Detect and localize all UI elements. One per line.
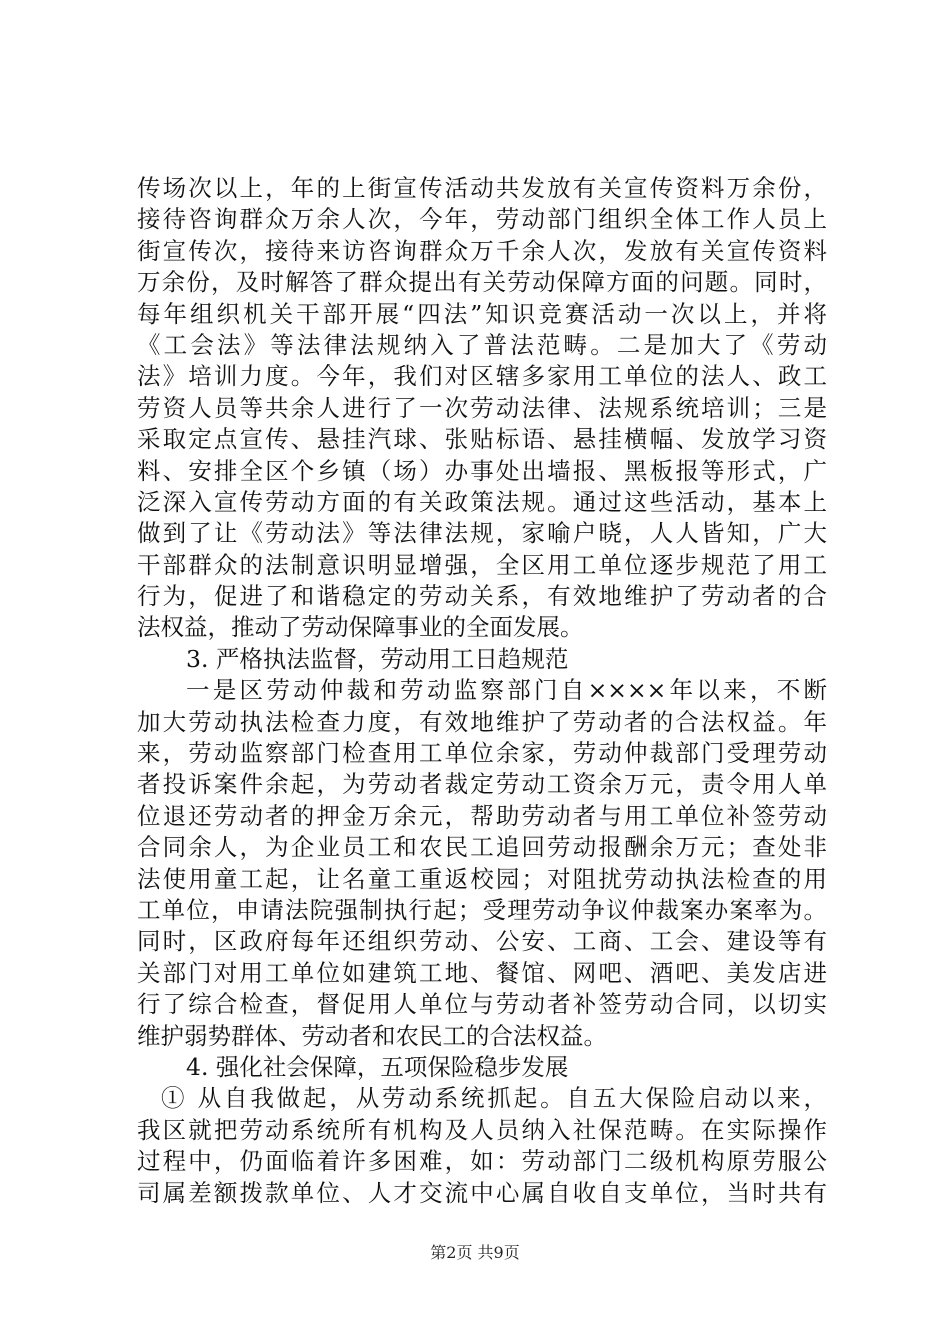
text-line: 来，劳动监察部门检查用工单位余家，劳动仲裁部门受理劳动 <box>137 739 827 768</box>
text-line: 法》培训力度。今年，我们对区辖多家用工单位的法人、政工 <box>137 362 827 391</box>
text-line: 泛深入宣传劳动方面的有关政策法规。通过这些活动，基本上 <box>137 487 827 516</box>
text-line: 司属差额拨款单位、人才交流中心属自收自支单位，当时共有 <box>137 1178 827 1207</box>
text-line: 关部门对用工单位如建筑工地、餐馆、网吧、酒吧、美发店进 <box>137 958 827 987</box>
text-line: 接待咨询群众万余人次，今年，劳动部门组织全体工作人员上 <box>137 205 827 234</box>
section-heading: 4. 强化社会保障，五项保险稳步发展 <box>186 1052 569 1081</box>
text-line: 《工会法》等法律法规纳入了普法范畴。二是加大了《劳动 <box>137 330 827 359</box>
text-line: 过程中，仍面临着许多困难，如：劳动部门二级机构原劳服公 <box>137 1147 827 1176</box>
page-footer: 第2页 共9页 <box>430 1243 520 1262</box>
text-line: 每年组织机关干部开展“四法”知识竞赛活动一次以上，并将 <box>137 299 827 328</box>
text-line: 传场次以上，年的上街宣传活动共发放有关宣传资料万余份， <box>137 174 827 202</box>
text-line: 加大劳动执法检查力度，有效地维护了劳动者的合法权益。年 <box>137 707 827 736</box>
text-line: 料、安排全区个乡镇（场）办事处出墙报、黑板报等形式，广 <box>137 456 827 485</box>
text-line: 街宣传次，接待来访咨询群众万千余人次，发放有关宣传资料 <box>137 236 827 265</box>
paragraph-end-line: 维护弱势群体、劳动者和农民工的合法权益。 <box>137 1021 607 1050</box>
text-line: 干部群众的法制意识明显增强，全区用工单位逐步规范了用工 <box>137 550 827 579</box>
body-text <box>137 173 827 1209</box>
text-line: 采取定点宣传、悬挂汽球、张贴标语、悬挂横幅、发放学习资 <box>137 425 827 454</box>
text-line: 做到了让《劳动法》等法律法规，家喻户晓，人人皆知，广大 <box>137 519 827 548</box>
text-line: 行了综合检查，督促用人单位与劳动者补签劳动合同，以切实 <box>137 990 827 1019</box>
text-line: 者投诉案件余起，为劳动者裁定劳动工资余万元，责令用人单 <box>137 770 827 799</box>
section-heading: 3. 严格执法监督，劳动用工日趋规范 <box>186 644 569 673</box>
text-line: 我区就把劳动系统所有机构及人员纳入社保范畴。在实际操作 <box>137 1115 827 1144</box>
text-line: 行为，促进了和谐稳定的劳动关系，有效地维护了劳动者的合 <box>137 582 827 611</box>
paragraph-first-line: 一是区劳动仲裁和劳动监察部门自××××年以来，不断 <box>186 676 827 705</box>
text-line: 万余份，及时解答了群众提出有关劳动保障方面的问题。同时， <box>137 268 827 297</box>
text-line: 工单位，申请法院强制执行起；受理劳动争议仲裁案办案率为。 <box>137 895 827 924</box>
text-line: 劳资人员等共余人进行了一次劳动法律、法规系统培训；三是 <box>137 393 827 422</box>
text-line: 合同余人，为企业员工和农民工追回劳动报酬余万元；查处非 <box>137 833 827 862</box>
paragraph-first-line: ① 从自我做起，从劳动系统抓起。自五大保险启动以来， <box>161 1084 827 1113</box>
text-line: 同时，区政府每年还组织劳动、公安、工商、工会、建设等有 <box>137 927 827 956</box>
text-line: 法使用童工起，让名童工重返校园；对阻扰劳动执法检查的用 <box>137 864 827 893</box>
paragraph-end-line: 法权益，推动了劳动保障事业的全面发展。 <box>137 613 584 642</box>
text-line: 位退还劳动者的押金万余元，帮助劳动者与用工单位补签劳动 <box>137 801 827 830</box>
